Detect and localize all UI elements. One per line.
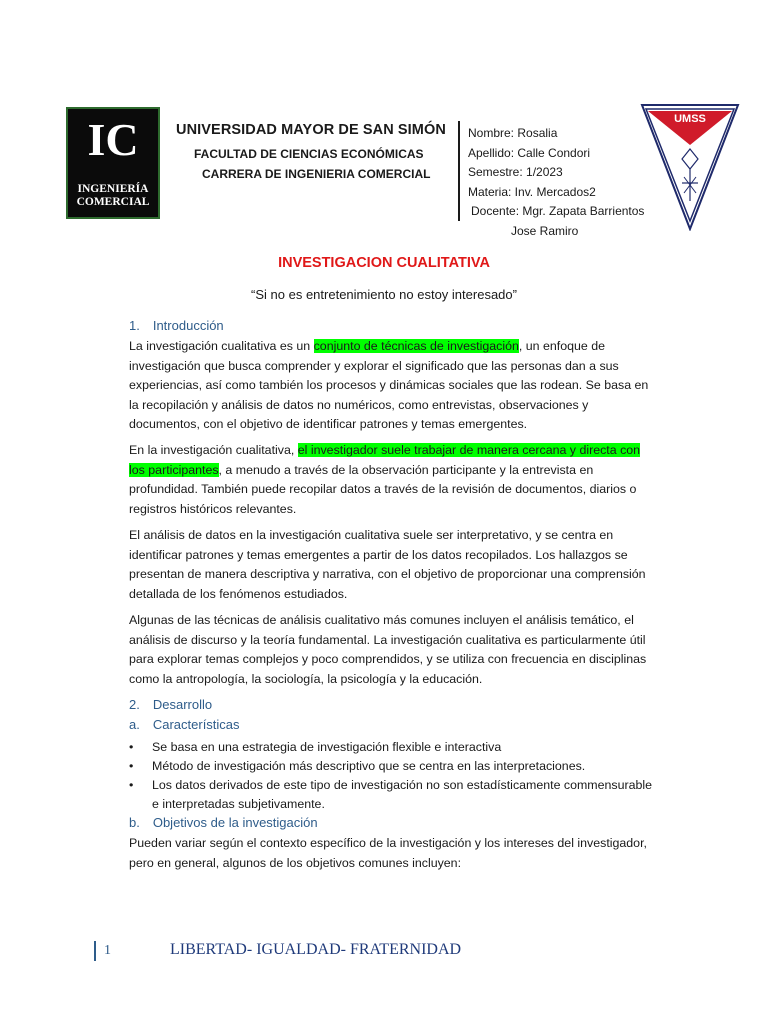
p2-highlight: el investigador suele trabajar de manera cercana y directa con los participantes xyxy=(129,443,641,477)
umss-logo xyxy=(640,103,740,231)
info-teacher-2: Jose Ramiro xyxy=(511,223,579,238)
p2-text-a: En la investigación cualitativa, xyxy=(129,443,298,457)
bullet-dot: • xyxy=(129,778,134,792)
info-semester: Semestre: 1/2023 xyxy=(468,165,563,179)
p2-text-b: , a menudo a través de la observación participante y la entrevista en profundidad. También puede recopilar datos a través de la revisión de documentos, diarios o registros históricos relevantes. xyxy=(129,462,637,516)
info-name: Nombre: Rosalia xyxy=(468,126,558,140)
header-divider xyxy=(458,121,460,221)
heading-introduccion: 1. Introducción xyxy=(129,318,224,333)
page-number: 1 xyxy=(104,943,111,958)
bullet-dot: • xyxy=(129,740,134,754)
ingenieria-comercial-logo xyxy=(66,107,160,219)
info-subject: Materia: Inv. Mercados2 xyxy=(468,184,596,199)
umss-label: UMSS xyxy=(674,113,706,125)
paragraph-1 xyxy=(129,337,659,435)
document-quote: “Si no es entretenimiento no estoy interesado” xyxy=(251,287,517,302)
heading-objetivos: b. Objetivos de la investigación xyxy=(129,815,318,830)
footer-motto: LIBERTAD- IGUALDAD- FRATERNIDAD xyxy=(170,941,462,958)
bullet-text: Método de investigación más descriptivo que se centra en las interpretaciones. xyxy=(152,759,586,773)
heading-desarrollo: 2. Desarrollo xyxy=(129,697,213,712)
bullet-dot: • xyxy=(129,759,134,773)
heading-caracteristicas: a. Características xyxy=(129,717,240,732)
paragraph-5: Pueden variar según el contexto específico de la investigación y los intereses del investigador, pero en general, algunos de los objetivos comunes incluyen: xyxy=(129,836,647,870)
logo-line2: COMERCIAL xyxy=(76,196,150,208)
p1-text-a: La investigación cualitativa es un xyxy=(129,339,314,353)
student-info xyxy=(468,124,644,241)
bullet-text: Los datos derivados de este tipo de investigación no son estadísticamente commensurable xyxy=(152,778,653,792)
info-surname: Apellido: Calle Condori xyxy=(468,145,591,160)
paragraph-3: El análisis de datos en la investigación cualitativa suele ser interpretativo, y se centra en identificar patrones y temas emergentes a partir de los datos recopilados. Los hallazgos se presentan de manera descriptiva y narrativa, con el objetivo de proporcionar una comprensión detallada de los fenómenos estudiados. xyxy=(129,528,646,601)
document-title: INVESTIGACION CUALITATIVA xyxy=(278,255,490,271)
logo-ic-letters: IC xyxy=(87,114,139,165)
university-name: UNIVERSIDAD MAYOR DE SAN SIMÓN xyxy=(176,122,446,138)
footer-bar xyxy=(94,941,96,961)
paragraph-4: Algunas de las técnicas de análisis cualitativo más comunes incluyen el análisis temático, el análisis de discurso y la teoría fundamental. La investigación cualitativa es particularmente útil para explorar temas complejos y poco comprendidos, y se utiliza con frecuencia en disciplinas como la antropología, la sociología, la psicología y la educación. xyxy=(129,613,647,686)
p1-text-b: , un enfoque de investigación que busca comprender y explorar el significado que las personas dan a sus experiencias, así como también los procesos y dinámicas sociales que las rodean. Se basa en la recopilación y análisis de datos no numéricos, como entrevistas, observaciones y documentos, con el objetivo de identificar patrones y temas emergentes. xyxy=(129,339,649,431)
faculty-name: FACULTAD DE CIENCIAS ECONÓMICAS xyxy=(194,147,424,161)
paragraph-2 xyxy=(129,441,659,519)
bullet-text: Se basa en una estrategia de investigación flexible e interactiva xyxy=(152,740,502,754)
logo-line1: INGENIERÍA xyxy=(77,183,149,195)
p1-highlight: conjunto de técnicas de investigación xyxy=(313,339,519,353)
bullet-continuation: e interpretadas subjetivamente. xyxy=(152,797,325,811)
career-name: CARRERA DE INGENIERIA COMERCIAL xyxy=(202,167,431,181)
info-teacher: Docente: Mgr. Zapata Barrientos xyxy=(471,204,645,218)
